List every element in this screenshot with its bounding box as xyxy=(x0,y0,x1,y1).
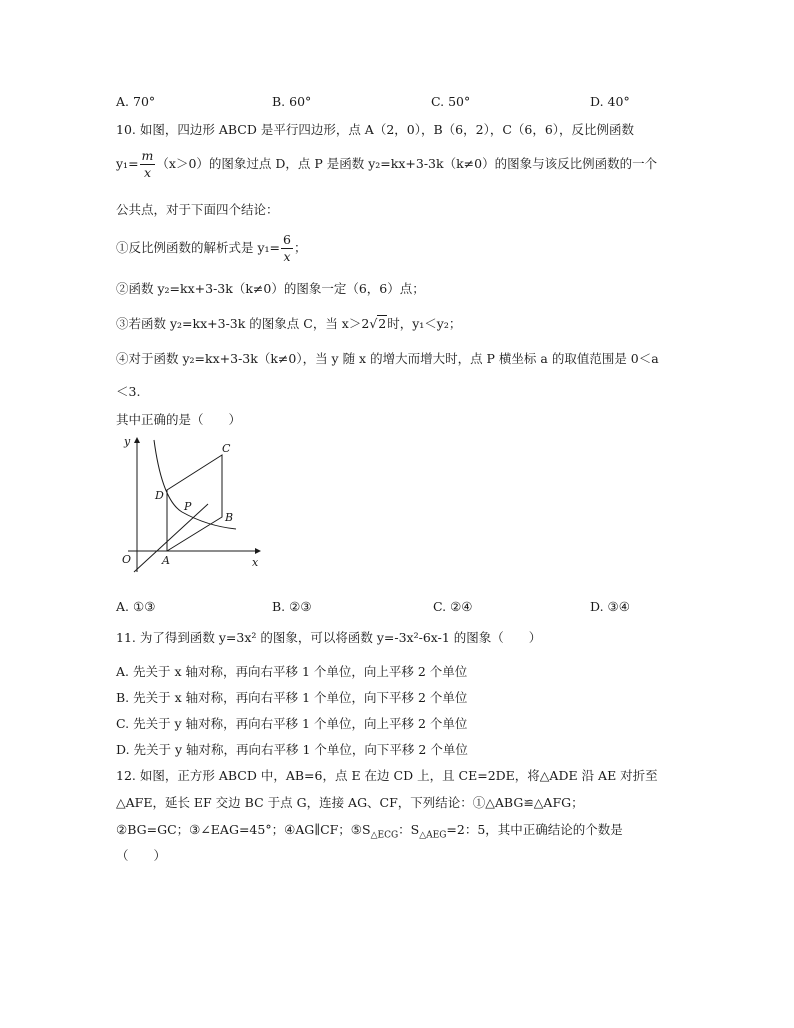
label-x: x xyxy=(252,556,259,569)
option-label: C. xyxy=(433,599,447,614)
fraction-6-over-x xyxy=(281,234,293,263)
q11-stem: 11. 为了得到函数 y=3x² 的图象，可以将函数 y=-3x²-6x-1 的图象（ ） xyxy=(116,630,542,645)
label-c: C xyxy=(222,442,231,455)
option-label: D. xyxy=(590,599,604,614)
option-label: C. xyxy=(431,94,445,109)
q10-stem-line1: 10. 如图，四边形 ABCD 是平行四边形，点 A（2，0），B（6，2），C（6，6），反比例函数 xyxy=(116,122,635,137)
q12-text: ：S xyxy=(398,822,420,837)
fraction-numerator: m xyxy=(141,148,154,163)
q10-conclusion-3 xyxy=(116,314,461,332)
q12-text: ②BG=GC；③∠EAG=45°；④AG∥CF；⑤S xyxy=(116,822,371,837)
label-o: O xyxy=(122,553,132,566)
option-label: D. xyxy=(590,94,604,109)
q12-stem-line1: 12. 如图，正方形 ABCD 中，AB=6，点 E 在边 CD 上，且 CE=2DE，将△ADE 沿 AE 对折至 xyxy=(116,768,658,783)
parallelogram-abcd xyxy=(167,455,222,551)
q11-option-b: B. 先关于 x 轴对称，再向右平移 1 个单位，向下平移 2 个单位 xyxy=(116,690,468,705)
label-d: D xyxy=(155,489,164,502)
option-text: ①③ xyxy=(133,599,156,614)
fraction-numerator: 6 xyxy=(283,232,291,247)
q11-option-a: A. 先关于 x 轴对称，再向右平移 1 个单位，向上平移 2 个单位 xyxy=(116,664,468,679)
q9-option-b xyxy=(272,94,311,109)
q12-stem-line3 xyxy=(116,820,623,841)
q12-text: =2：5，其中正确结论的个数是 xyxy=(446,822,623,837)
option-label: B. xyxy=(272,94,286,109)
q10-option-a xyxy=(116,599,155,614)
label-b: B xyxy=(225,511,234,524)
conclusion-text: ③若函数 y₂=kx+3-3k 的图象点 C，当 x＞2 xyxy=(116,316,370,331)
q11-option-c: C. 先关于 y 轴对称，再向右平移 1 个单位，向上平移 2 个单位 xyxy=(116,716,468,731)
option-text: ②④ xyxy=(450,599,473,614)
conclusion-punct: ； xyxy=(293,240,307,255)
fraction-denominator: x xyxy=(283,248,291,264)
q10-question: 其中正确的是（ ） xyxy=(116,412,242,427)
q10-stem-line3: 公共点，对于下面四个结论： xyxy=(116,202,279,217)
q10-stem-line2 xyxy=(116,150,657,179)
q10-conclusion-1 xyxy=(116,234,307,263)
option-text: 60° xyxy=(289,94,312,109)
q9-option-d xyxy=(590,94,630,109)
sqrt-2: √2 xyxy=(369,316,387,331)
q10-option-b xyxy=(272,599,312,614)
option-text: 70° xyxy=(133,94,156,109)
option-label: A. xyxy=(116,599,130,614)
formula-y1: y₁= xyxy=(116,156,139,171)
option-label: A. xyxy=(116,94,130,109)
q9-option-a xyxy=(116,94,155,109)
q10-conclusion-4: ④对于函数 y₂=kx+3-3k（k≠0），当 y 随 x 的增大而增大时，点 P 横坐标 a 的取值范围是 0＜a xyxy=(116,351,659,366)
conclusion-text: ①反比例函数的解析式是 y₁= xyxy=(116,240,281,255)
q9-option-c xyxy=(431,94,470,109)
q12-stem-line2: △AFE，延长 EF 交边 BC 于点 G，连接 AG、CF，下列结论：①△ABG≌△AFG； xyxy=(116,795,584,810)
conclusion-text: 时，y₁＜y₂； xyxy=(387,316,462,331)
label-a: A xyxy=(162,554,170,567)
q12-answer-blank: （ ） xyxy=(116,848,167,863)
option-text: 50° xyxy=(448,94,471,109)
option-text: ③④ xyxy=(607,599,630,614)
fraction-m-over-x xyxy=(140,150,156,179)
q10-option-c xyxy=(433,599,473,614)
label-y: y xyxy=(124,435,131,448)
sqrt-radicand: 2 xyxy=(378,316,387,331)
q10-stem-text: （x＞0）的图象过点 D，点 P 是函数 y₂=kx+3-3k（k≠0）的图象与该反比例函数的一个 xyxy=(156,156,658,171)
q10-conclusion-4-cont: ＜3. xyxy=(116,384,141,399)
subscript-ecg: △ECG xyxy=(370,830,399,841)
line-y2 xyxy=(134,504,208,572)
q10-figure xyxy=(112,430,272,575)
q10-option-d xyxy=(590,599,630,614)
q10-conclusion-2: ②函数 y₂=kx+3-3k（k≠0）的图象一定（6，6）点； xyxy=(116,281,425,296)
option-text: ②③ xyxy=(289,599,312,614)
subscript-aeg: △AEG xyxy=(419,830,447,841)
option-label: B. xyxy=(272,599,286,614)
label-p: P xyxy=(184,500,192,513)
fraction-denominator: x xyxy=(143,164,151,180)
option-text: 40° xyxy=(607,94,630,109)
q11-option-d: D. 先关于 y 轴对称，再向右平移 1 个单位，向下平移 2 个单位 xyxy=(116,742,468,757)
